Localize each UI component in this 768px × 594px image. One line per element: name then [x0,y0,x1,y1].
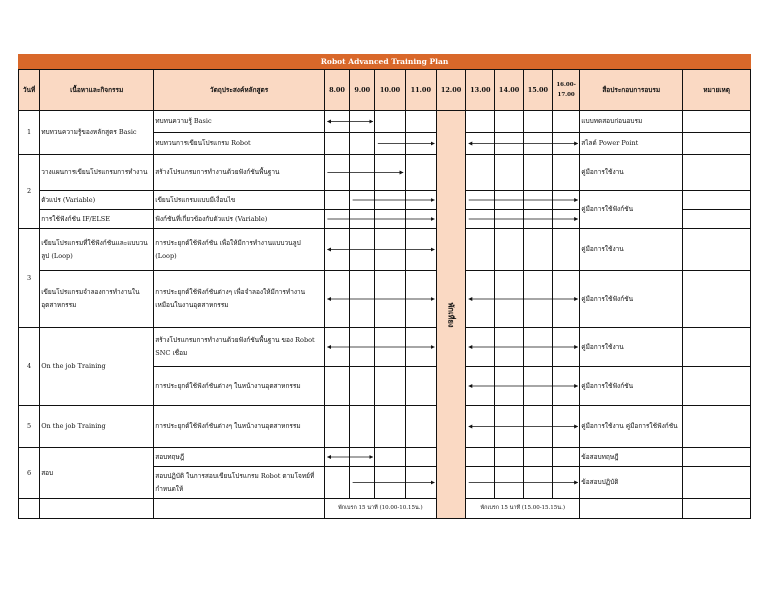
media-cell: คู่มือการใช้ฟังก์ชัน [580,271,683,328]
table-row [19,448,751,467]
objective-cell: ฟังก์ชันที่เกี่ยวข้องกับตัวแปร (Variable) [154,210,325,229]
remark-cell [683,155,751,191]
objective-cell: การประยุกต์ใช้ฟังก์ชันต่างๆ เพื่อจำลองให้มีการทำงานเหมือนในงานอุตสาหกรรม [154,271,325,328]
activity-cell: On the job Training [40,328,154,406]
header-time-0900: 9.00 [350,70,375,111]
activity-cell: สอบ [40,448,154,499]
plan-table [18,69,751,519]
header-media: สื่อประกอบการอบรม [580,70,683,111]
day-number: 3 [19,229,40,328]
remark-cell [683,448,751,467]
day-number: 6 [19,448,40,499]
header-row [19,70,751,111]
header-time-1200: 12.00 [436,70,465,111]
header-time-1400: 14.00 [495,70,523,111]
objective-cell: สร้างโปรแกรมการทำงานด้วยฟังก์ชันพื้นฐาน ของ Robot SNC เชื่อม [154,328,325,367]
media-cell: คู่มือการใช้ฟังก์ชัน [580,191,683,229]
day-number: 5 [19,406,40,448]
header-objective: วัตถุประสงค์หลักสูตร [154,70,325,111]
header-time-1300: 13.00 [466,70,495,111]
media-cell: คู่มือการใช้งาน คู่มือการใช้ฟังก์ชัน [580,406,683,448]
objective-cell: สร้างโปรแกรมการทำงานด้วยฟังก์ชันพื้นฐาน [154,155,325,191]
remark-cell [683,271,751,328]
header-day: วันที่ [19,70,40,111]
objective-cell: เขียนโปรแกรมแบบมีเงื่อนไข [154,191,325,210]
media-cell: สไลด์ Power Point [580,133,683,155]
header-remark: หมายเหตุ [683,70,751,111]
remark-cell [683,210,751,229]
header-time-1600: 16.00-17.00 [553,70,580,111]
remark-cell [683,367,751,406]
remark-cell [683,191,751,210]
remark-cell [683,133,751,155]
activity-cell: วางแผนการเขียนโปรแกรมการทำงาน [40,155,154,191]
morning-break-note: พักเบรก 15 นาที (10.00-10.15น.) [324,499,436,519]
remark-cell [683,229,751,271]
remark-cell [683,467,751,499]
header-time-1000: 10.00 [375,70,405,111]
lunch-label: พักเที่ยง [446,301,456,328]
header-time-1100: 11.00 [405,70,436,111]
table-row [19,191,751,210]
media-cell: คู่มือการใช้งาน [580,328,683,367]
header-time-0800: 8.00 [324,70,349,111]
remark-cell [683,406,751,448]
activity-cell: เขียนโปรแกรมจำลองการทำงานในอุตสาหกรรม [40,271,154,328]
afternoon-break-note: พักเบรก 15 นาที (15.00-15.15น.) [466,499,580,519]
objective-cell: การประยุกต์ใช้ฟังก์ชันต่างๆ ในหน้างานอุตสาหกรรม [154,367,325,406]
table-row [19,271,751,328]
media-cell: ข้อสอบทฤษฎี [580,448,683,467]
activity-cell: ทบทวนความรู้ของหลักสูตร Basic [40,111,154,155]
training-plan-sheet [18,54,751,519]
day-number: 1 [19,111,40,155]
table-row [19,155,751,191]
media-cell: คู่มือการใช้งาน [580,229,683,271]
lunch-column [436,111,465,519]
remark-cell [683,328,751,367]
table-row [19,111,751,133]
media-cell: คู่มือการใช้ฟังก์ชัน [580,367,683,406]
objective-cell: การประยุกต์ใช้ฟังก์ชัน เพื่อให้มีการทำงานแบบวนลูป (Loop) [154,229,325,271]
media-cell: คู่มือการใช้งาน [580,155,683,191]
activity-cell: การใช้ฟังก์ชัน IF/ELSE [40,210,154,229]
objective-cell: สอบปฏิบัติ ในการสอบเขียนโปรแกรม Robot ตามโจทย์ที่กำหนดให้ [154,467,325,499]
header-content: เนื้อหาและกิจกรรม [40,70,154,111]
header-time-1500: 15.00 [523,70,552,111]
plan-title: Robot Advanced Training Plan [18,54,751,69]
table-row [19,499,751,519]
table-row [19,406,751,448]
objective-cell: ทบทนความรู้ Basic [154,111,325,133]
day-number: 2 [19,155,40,229]
media-cell: ข้อสอบปฏิบัติ [580,467,683,499]
activity-cell: On the job Training [40,406,154,448]
objective-cell: ทบทวนการเขียนโปรแกรม Robot [154,133,325,155]
day-number: 4 [19,328,40,406]
activity-cell: เขียนโปรแกรมที่ใช้ฟังก์ชันและแบบวนลูป (Loop) [40,229,154,271]
objective-cell: สอบทฤษฎี [154,448,325,467]
table-row [19,328,751,367]
media-cell: แบบทดสอบก่อนอบรม [580,111,683,133]
activity-cell: ตัวแปร (Variable) [40,191,154,210]
remark-cell [683,111,751,133]
table-row [19,229,751,271]
objective-cell: การประยุกต์ใช้ฟังก์ชันต่างๆ ในหน้างานอุตสาหกรรม [154,406,325,448]
